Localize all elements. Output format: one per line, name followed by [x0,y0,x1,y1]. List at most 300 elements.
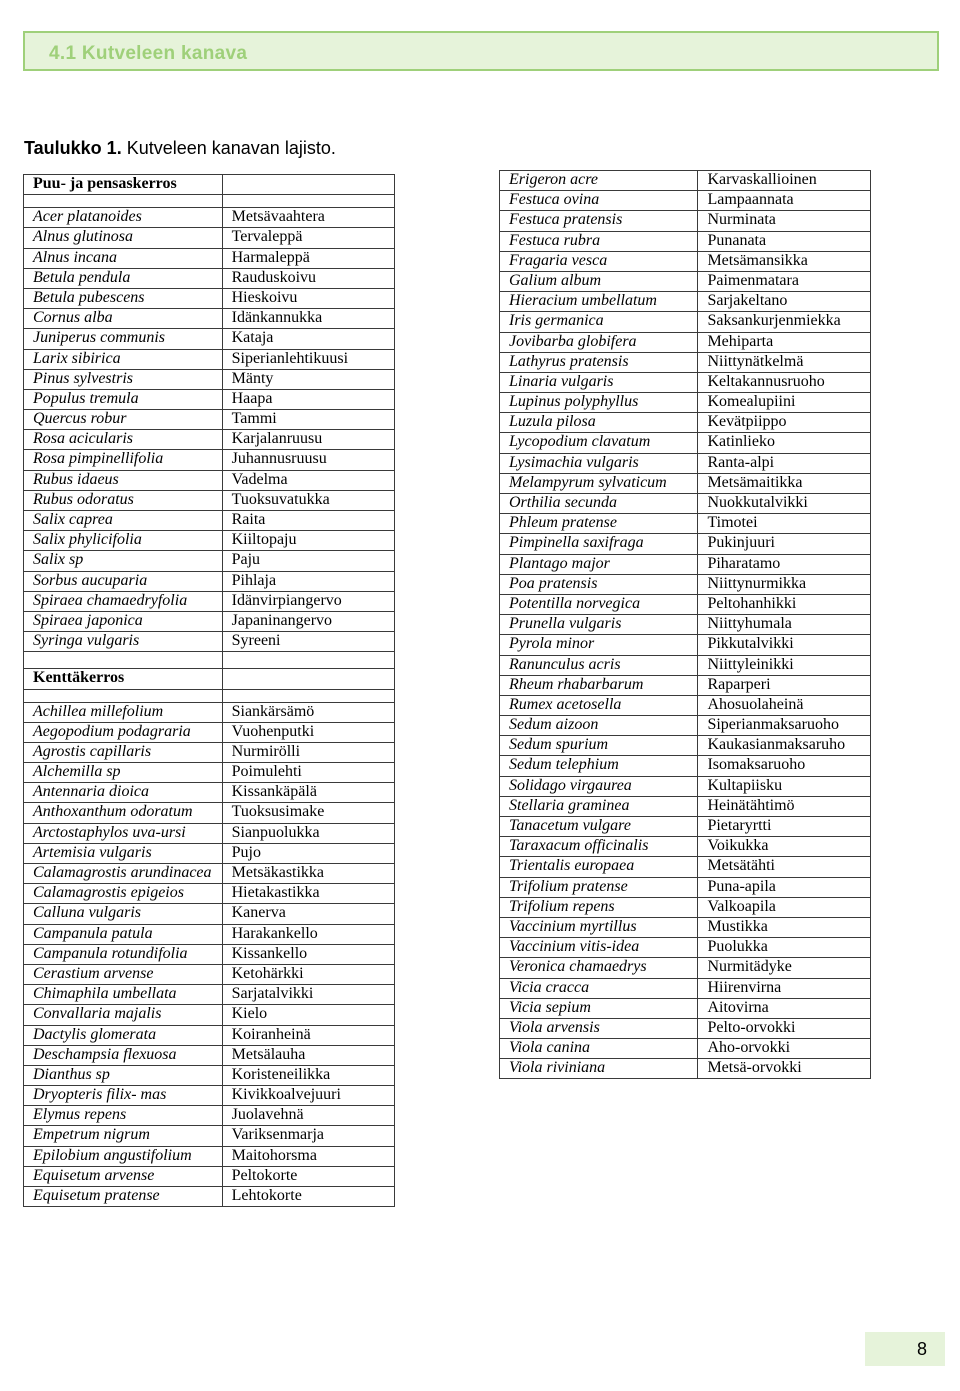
finnish-name-cell: Voikukka [698,837,871,857]
table-row [24,1045,395,1065]
spacer-cell [222,689,394,702]
table-row [500,877,871,897]
latin-name-cell: Erigeron acre [500,171,698,191]
table-row [500,796,871,816]
finnish-name-cell: Sarjakeltano [698,292,871,312]
latin-name-cell: Antennaria dioica [24,783,223,803]
finnish-name-cell: Vuohenputki [222,722,394,742]
table-row [24,268,395,288]
finnish-name-cell: Paju [222,551,394,571]
table-row [24,389,395,409]
table-row [24,571,395,591]
table-row [500,554,871,574]
table-row [24,742,395,762]
table-row [24,823,395,843]
finnish-name-cell: Punanata [698,231,871,251]
species-table-right-body [500,171,871,1079]
table-row [500,352,871,372]
latin-name-cell: Syringa vulgaris [24,632,223,652]
table-row [24,924,395,944]
finnish-name-cell: Piharatamo [698,554,871,574]
spacer-cell [24,195,223,208]
finnish-name-cell: Metsäkastikka [222,864,394,884]
table-row [500,393,871,413]
latin-name-cell: Pyrola minor [500,635,698,655]
finnish-name-cell: Siperianlehtikuusi [222,349,394,369]
table-row [500,171,871,191]
table-row [24,1187,395,1207]
latin-name-cell: Festuca rubra [500,231,698,251]
latin-name-cell: Plantago major [500,554,698,574]
table-row [24,410,395,430]
table-row [24,450,395,470]
finnish-name-cell: Raparperi [698,675,871,695]
finnish-name-cell: Koristeneilikka [222,1065,394,1085]
latin-name-cell: Pimpinella saxifraga [500,534,698,554]
table-row [24,944,395,964]
latin-name-cell: Cornus alba [24,309,223,329]
finnish-name-cell: Heinätähtimö [698,796,871,816]
table-row [500,998,871,1018]
species-table-right [499,170,871,1079]
latin-name-cell: Deschampsia flexuosa [24,1045,223,1065]
table-row [500,675,871,695]
table-row [24,208,395,228]
latin-name-cell: Campanula rotundifolia [24,944,223,964]
finnish-name-cell: Metsälauha [222,1045,394,1065]
latin-name-cell: Calamagrostis arundinacea [24,864,223,884]
table-row [500,635,871,655]
latin-name-cell: Agrostis capillaris [24,742,223,762]
latin-name-cell: Betula pubescens [24,288,223,308]
table-row [500,1039,871,1059]
latin-name-cell: Trifolium pratense [500,877,698,897]
latin-name-cell: Viola arvensis [500,1018,698,1038]
group-heading-tree-shrub: Puu- ja pensaskerros [24,175,223,195]
finnish-name-cell: Katinlieko [698,433,871,453]
table-row [24,309,395,329]
finnish-name-cell: Ahosuolaheinä [698,695,871,715]
finnish-name-cell: Juolavehnä [222,1106,394,1126]
finnish-name-cell: Mehiparta [698,332,871,352]
latin-name-cell: Linaria vulgaris [500,372,698,392]
section-title: 4.1 Kutveleen kanava [49,43,248,64]
finnish-name-cell: Poimulehti [222,763,394,783]
table-row [500,978,871,998]
table-row [24,1065,395,1085]
finnish-name-cell: Tuoksuvatukka [222,490,394,510]
table-row [500,938,871,958]
finnish-name-cell: Kiiltopaju [222,531,394,551]
latin-name-cell: Dianthus sp [24,1065,223,1085]
table-row [500,574,871,594]
latin-name-cell: Calluna vulgaris [24,904,223,924]
finnish-name-cell: Kanerva [222,904,394,924]
latin-name-cell: Larix sibirica [24,349,223,369]
latin-name-cell: Solidago virgaurea [500,776,698,796]
finnish-name-cell: Niittynurmikka [698,574,871,594]
finnish-name-cell: Hietakastikka [222,884,394,904]
page-number-box [865,1332,945,1366]
finnish-name-cell: Variksenmarja [222,1126,394,1146]
table-row [500,837,871,857]
table-row [500,473,871,493]
latin-name-cell: Pinus sylvestris [24,369,223,389]
table-row [24,531,395,551]
latin-name-cell: Convallaria majalis [24,1005,223,1025]
table-row [500,1018,871,1038]
page-number: 8 [916,1339,927,1359]
finnish-name-cell: Isomaksaruoho [698,756,871,776]
table-row [24,783,395,803]
latin-name-cell: Trifolium repens [500,897,698,917]
latin-name-cell: Sedum telephium [500,756,698,776]
finnish-name-cell: Kissankello [222,944,394,964]
finnish-name-cell: Nuokkutalvikki [698,494,871,514]
finnish-name-cell: Niittynätkelmä [698,352,871,372]
table-row [500,312,871,332]
finnish-name-cell: Niittyhumala [698,615,871,635]
finnish-name-cell: Peltokorte [222,1166,394,1186]
table-row [500,736,871,756]
latin-name-cell: Potentilla norvegica [500,594,698,614]
latin-name-cell: Lathyrus pratensis [500,352,698,372]
table-row [500,817,871,837]
table-row [24,669,395,689]
finnish-name-cell: Idänkannukka [222,309,394,329]
latin-name-cell: Hieracium umbellatum [500,292,698,312]
table-row [24,1126,395,1146]
caption-label: Taulukko 1. [24,138,122,158]
latin-name-cell: Rubus idaeus [24,470,223,490]
latin-name-cell: Aegopodium podagraria [24,722,223,742]
latin-name-cell: Rosa acicularis [24,430,223,450]
latin-name-cell: Veronica chamaedrys [500,958,698,978]
empty-cell [222,669,394,689]
latin-name-cell: Arctostaphylos uva-ursi [24,823,223,843]
latin-name-cell: Spiraea japonica [24,611,223,631]
finnish-name-cell: Valkoapila [698,897,871,917]
latin-name-cell: Lycopodium clavatum [500,433,698,453]
table-caption [24,138,336,159]
finnish-name-cell: Saksankurjenmiekka [698,312,871,332]
table-row [24,195,395,208]
table-row [24,702,395,722]
finnish-name-cell: Puna-apila [698,877,871,897]
table-row [500,615,871,635]
species-table-left [23,174,395,1207]
caption-text: Kutveleen kanavan lajisto. [121,138,336,158]
table-row [500,756,871,776]
latin-name-cell: Phleum pratense [500,514,698,534]
latin-name-cell: Betula pendula [24,268,223,288]
table-row [500,251,871,271]
finnish-name-cell: Japaninangervo [222,611,394,631]
table-row [500,413,871,433]
table-row [24,329,395,349]
finnish-name-cell: Metsämansikka [698,251,871,271]
spacer-cell [222,652,394,669]
latin-name-cell: Festuca pratensis [500,211,698,231]
finnish-name-cell: Juhannusruusu [222,450,394,470]
finnish-name-cell: Metsävaahtera [222,208,394,228]
latin-name-cell: Fragaria vesca [500,251,698,271]
finnish-name-cell: Metsä-orvokki [698,1059,871,1079]
latin-name-cell: Juniperus communis [24,329,223,349]
finnish-name-cell: Ranta-alpi [698,453,871,473]
latin-name-cell: Calamagrostis epigeios [24,884,223,904]
finnish-name-cell: Ketohärkki [222,964,394,984]
finnish-name-cell: Nurminata [698,211,871,231]
latin-name-cell: Achillea millefolium [24,702,223,722]
finnish-name-cell: Puolukka [698,938,871,958]
table-row [500,857,871,877]
latin-name-cell: Ranunculus acris [500,655,698,675]
table-row [24,763,395,783]
finnish-name-cell: Metsämaitikka [698,473,871,493]
table-row [500,958,871,978]
latin-name-cell: Spiraea chamaedryfolia [24,591,223,611]
latin-name-cell: Alnus incana [24,248,223,268]
latin-name-cell: Prunella vulgaris [500,615,698,635]
latin-name-cell: Dactylis glomerata [24,1025,223,1045]
latin-name-cell: Taraxacum officinalis [500,837,698,857]
latin-name-cell: Iris germanica [500,312,698,332]
table-row [500,1059,871,1079]
latin-name-cell: Rosa pimpinellifolia [24,450,223,470]
finnish-name-cell: Nurmitädyke [698,958,871,978]
finnish-name-cell: Hiirenvirna [698,978,871,998]
latin-name-cell: Acer platanoides [24,208,223,228]
table-row [500,917,871,937]
finnish-name-cell: Kataja [222,329,394,349]
finnish-name-cell: Timotei [698,514,871,534]
finnish-name-cell: Siankärsämö [222,702,394,722]
latin-name-cell: Equisetum pratense [24,1187,223,1207]
latin-name-cell: Viola riviniana [500,1059,698,1079]
finnish-name-cell: Kevätpiippo [698,413,871,433]
latin-name-cell: Sorbus aucuparia [24,571,223,591]
latin-name-cell: Alnus glutinosa [24,228,223,248]
finnish-name-cell: Sianpuolukka [222,823,394,843]
finnish-name-cell: Niittyleinikki [698,655,871,675]
table-row [500,372,871,392]
table-row [24,1106,395,1126]
latin-name-cell: Vaccinium vitis-idea [500,938,698,958]
finnish-name-cell: Raita [222,511,394,531]
latin-name-cell: Populus tremula [24,389,223,409]
finnish-name-cell: Paimenmatara [698,271,871,291]
table-row [24,884,395,904]
latin-name-cell: Salix sp [24,551,223,571]
latin-name-cell: Trientalis europaea [500,857,698,877]
latin-name-cell: Quercus robur [24,410,223,430]
latin-name-cell: Salix caprea [24,511,223,531]
finnish-name-cell: Komealupiini [698,393,871,413]
table-row [500,231,871,251]
latin-name-cell: Salix phylicifolia [24,531,223,551]
table-row [24,985,395,1005]
spacer-cell [24,689,223,702]
latin-name-cell: Orthilia secunda [500,494,698,514]
latin-name-cell: Sedum aizoon [500,716,698,736]
latin-name-cell: Equisetum arvense [24,1166,223,1186]
finnish-name-cell: Syreeni [222,632,394,652]
table-row [500,716,871,736]
finnish-name-cell: Mänty [222,369,394,389]
table-row [24,591,395,611]
finnish-name-cell: Haapa [222,389,394,409]
table-row [24,470,395,490]
finnish-name-cell: Aitovirna [698,998,871,1018]
finnish-name-cell: Kivikkoalvejuuri [222,1086,394,1106]
table-row [500,776,871,796]
finnish-name-cell: Pikkutalvikki [698,635,871,655]
finnish-name-cell: Kaukasianmaksaruho [698,736,871,756]
finnish-name-cell: Kultapiisku [698,776,871,796]
table-row [24,722,395,742]
latin-name-cell: Artemisia vulgaris [24,843,223,863]
table-row [500,211,871,231]
table-row [24,490,395,510]
latin-name-cell: Luzula pilosa [500,413,698,433]
finnish-name-cell: Kielo [222,1005,394,1025]
table-row [500,332,871,352]
latin-name-cell: Stellaria graminea [500,796,698,816]
table-row [500,594,871,614]
finnish-name-cell: Nurmirölli [222,742,394,762]
latin-name-cell: Galium album [500,271,698,291]
empty-cell [222,175,394,195]
latin-name-cell: Melampyrum sylvaticum [500,473,698,493]
finnish-name-cell: Karjalanruusu [222,430,394,450]
table-row [500,655,871,675]
finnish-name-cell: Rauduskoivu [222,268,394,288]
latin-name-cell: Empetrum nigrum [24,1126,223,1146]
spacer-cell [24,652,223,669]
finnish-name-cell: Pelto-orvokki [698,1018,871,1038]
finnish-name-cell: Aho-orvokki [698,1039,871,1059]
latin-name-cell: Rumex acetosella [500,695,698,715]
finnish-name-cell: Kissankäpälä [222,783,394,803]
latin-name-cell: Rubus odoratus [24,490,223,510]
finnish-name-cell: Metsätähti [698,857,871,877]
latin-name-cell: Lupinus polyphyllus [500,393,698,413]
table-row [24,1146,395,1166]
latin-name-cell: Sedum spurium [500,736,698,756]
table-row [24,175,395,195]
latin-name-cell: Jovibarba globifera [500,332,698,352]
latin-name-cell: Vicia sepium [500,998,698,1018]
spacer-cell [222,195,394,208]
finnish-name-cell: Pujo [222,843,394,863]
finnish-name-cell: Karvaskallioinen [698,171,871,191]
table-row [500,271,871,291]
table-row [500,695,871,715]
table-row [24,511,395,531]
table-row [24,611,395,631]
finnish-name-cell: Harmaleppä [222,248,394,268]
table-row [24,864,395,884]
table-row [500,534,871,554]
table-row [24,803,395,823]
species-table-left-body [24,175,395,1207]
table-row [24,1025,395,1045]
finnish-name-cell: Vadelma [222,470,394,490]
table-row [24,1086,395,1106]
finnish-name-cell: Tammi [222,410,394,430]
latin-name-cell: Lysimachia vulgaris [500,453,698,473]
finnish-name-cell: Peltohanhikki [698,594,871,614]
latin-name-cell: Vaccinium myrtillus [500,917,698,937]
table-row [500,494,871,514]
finnish-name-cell: Lampaannata [698,191,871,211]
finnish-name-cell: Harakankello [222,924,394,944]
finnish-name-cell: Pukinjuuri [698,534,871,554]
table-row [24,551,395,571]
finnish-name-cell: Idänvirpiangervo [222,591,394,611]
table-row [500,191,871,211]
group-heading-field-layer: Kenttäkerros [24,669,223,689]
table-row [24,369,395,389]
section-header-band [23,31,939,71]
table-row [24,349,395,369]
latin-name-cell: Viola canina [500,1039,698,1059]
table-row [24,430,395,450]
latin-name-cell: Epilobium angustifolium [24,1146,223,1166]
finnish-name-cell: Maitohorsma [222,1146,394,1166]
table-row [24,288,395,308]
finnish-name-cell: Sarjatalvikki [222,985,394,1005]
table-row [24,228,395,248]
table-row [24,1005,395,1025]
latin-name-cell: Poa pratensis [500,574,698,594]
table-row [500,433,871,453]
table-row [500,292,871,312]
latin-name-cell: Vicia cracca [500,978,698,998]
finnish-name-cell: Pietaryrtti [698,817,871,837]
latin-name-cell: Cerastium arvense [24,964,223,984]
table-row [24,1166,395,1186]
latin-name-cell: Festuca ovina [500,191,698,211]
table-row [24,632,395,652]
table-row [500,514,871,534]
finnish-name-cell: Hieskoivu [222,288,394,308]
table-row [24,843,395,863]
latin-name-cell: Anthoxanthum odoratum [24,803,223,823]
table-row [24,248,395,268]
finnish-name-cell: Lehtokorte [222,1187,394,1207]
table-row [500,897,871,917]
latin-name-cell: Elymus repens [24,1106,223,1126]
finnish-name-cell: Pihlaja [222,571,394,591]
finnish-name-cell: Tuoksusimake [222,803,394,823]
table-row [24,689,395,702]
latin-name-cell: Rheum rhabarbarum [500,675,698,695]
finnish-name-cell: Keltakannusruoho [698,372,871,392]
finnish-name-cell: Tervaleppä [222,228,394,248]
table-row [24,964,395,984]
latin-name-cell: Chimaphila umbellata [24,985,223,1005]
latin-name-cell: Tanacetum vulgare [500,817,698,837]
table-row [24,904,395,924]
latin-name-cell: Dryopteris filix- mas [24,1086,223,1106]
finnish-name-cell: Koiranheinä [222,1025,394,1045]
latin-name-cell: Campanula patula [24,924,223,944]
finnish-name-cell: Siperianmaksaruoho [698,716,871,736]
finnish-name-cell: Mustikka [698,917,871,937]
table-row [24,652,395,669]
